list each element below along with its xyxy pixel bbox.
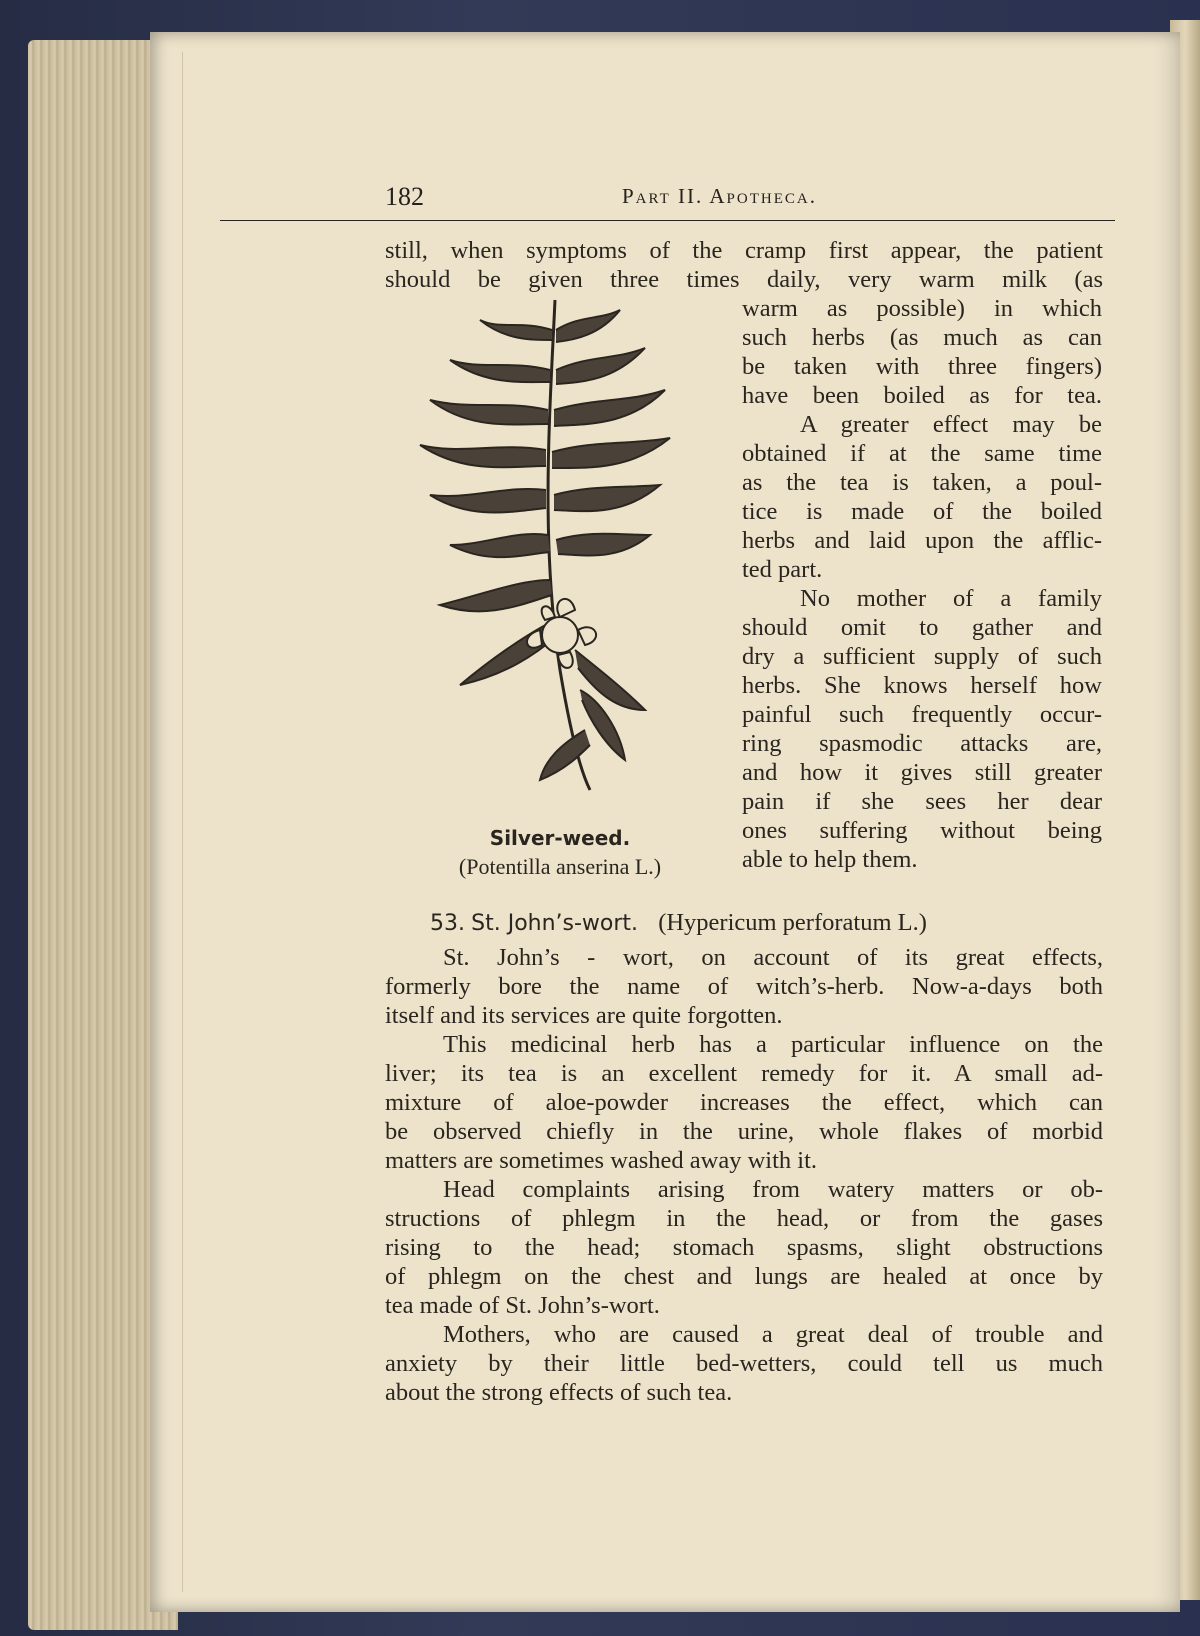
text-line: have been boiled as for tea.: [742, 382, 1102, 409]
text-line: herbs. She knows herself how: [742, 672, 1102, 699]
text-line: painful such frequently occur-: [742, 701, 1102, 728]
text-line: about the strong effects of such tea.: [385, 1379, 733, 1406]
text-line: and how it gives still greater: [742, 759, 1102, 786]
page-number: 182: [385, 182, 424, 211]
text-line: matters are sometimes washed away with it.: [385, 1147, 818, 1174]
section-heading: [430, 909, 927, 939]
text-line: should omit to gather and: [742, 614, 1102, 641]
text-line: pain if she sees her dear: [742, 788, 1102, 815]
figure-caption-title: Silver-weed.: [489, 826, 631, 850]
text-line: ones suffering without being: [742, 817, 1102, 844]
silver-weed-illustration: [410, 290, 700, 800]
text-line: be observed chiefly in the urine, whole flakes of morbid: [385, 1118, 1103, 1145]
section-name: St. John’s-wort.: [471, 911, 639, 936]
text-line: tea made of St. John’s-wort.: [385, 1292, 660, 1319]
figure-caption-latin: (Potentilla anserina L.): [458, 854, 662, 879]
text-line: St. John’s - wort, on account of its great effects,: [443, 944, 1103, 971]
text-line: mixture of aloe-powder increases the effect, which can: [385, 1089, 1103, 1116]
text-line: tice is made of the boiled: [742, 498, 1102, 525]
text-line: liver; its tea is an excellent remedy for it. A small ad-: [385, 1060, 1103, 1087]
section-latin-name: (Hypericum perforatum L.): [658, 909, 927, 936]
text-line: No mother of a family: [800, 585, 1102, 612]
text-line: be taken with three fingers): [742, 353, 1102, 380]
text-line: structions of phlegm in the head, or from the gases: [385, 1205, 1103, 1232]
text-line: ted part.: [742, 556, 823, 583]
text-line: herbs and laid upon the afflic-: [742, 527, 1102, 554]
running-title: Part II. Apotheca.: [622, 184, 817, 208]
text-line: dry a sufficient supply of such: [742, 643, 1102, 670]
text-line: A greater effect may be: [800, 411, 1102, 438]
text-line: of phlegm on the chest and lungs are healed at once by: [385, 1263, 1103, 1290]
text-line: such herbs (as much as can: [742, 324, 1102, 351]
page-gutter-line: [182, 52, 183, 1592]
section-number: 53.: [430, 911, 465, 936]
text-line: formerly bore the name of witch’s-herb. Now-a-days both: [385, 973, 1103, 1000]
text-line: able to help them.: [742, 846, 918, 873]
text-line: ring spasmodic attacks are,: [742, 730, 1102, 757]
text-line: rising to the head; stomach spasms, slight obstructions: [385, 1234, 1103, 1261]
text-line: itself and its services are quite forgotten.: [385, 1002, 783, 1029]
text-line: obtained if at the same time: [742, 440, 1102, 467]
text-line: as the tea is taken, a poul-: [742, 469, 1102, 496]
text-line: anxiety by their little bed-wetters, could tell us much: [385, 1350, 1103, 1377]
text-line: Head complaints arising from watery matters or ob-: [443, 1176, 1103, 1203]
text-line: This medicinal herb has a particular influence on the: [443, 1031, 1103, 1058]
text-line: still, when symptoms of the cramp first appear, the patient: [385, 237, 1103, 264]
text-line: Mothers, who are caused a great deal of trouble and: [443, 1321, 1103, 1348]
text-line: warm as possible) in which: [742, 295, 1102, 322]
text-line: should be given three times daily, very warm milk (as: [385, 266, 1103, 293]
